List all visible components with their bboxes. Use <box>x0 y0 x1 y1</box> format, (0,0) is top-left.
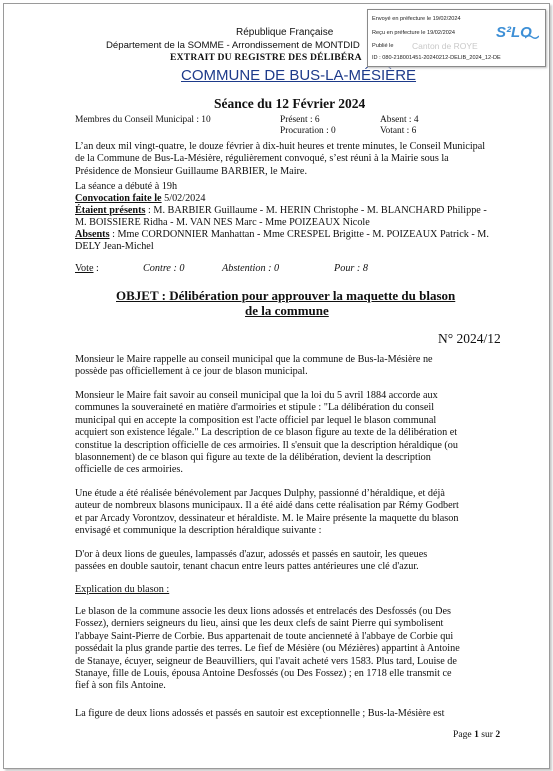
stamp-envoye: Envoyé en préfecture le 19/02/2024 <box>372 16 461 22</box>
absent-count: Absent : 4 <box>380 115 419 125</box>
body-paragraph <box>75 390 505 477</box>
page-footer <box>453 729 500 740</box>
absents-names: : Mme CORDONNIER Manhattan - Mme CRESPEL Brigitte - M. POIZEAUX Patrick - M. <box>109 229 489 240</box>
vote-label <box>75 263 99 274</box>
body-line: de Stanaye, écuyer, seigneur de Beauvilliers, qui l'avait acheté vers 1583. Plus tard, Louise de <box>75 655 457 667</box>
convocation-date: 5/02/2024 <box>164 193 206 204</box>
body-line: officielle de ces armoiries. <box>75 464 183 476</box>
slo-wave-icon <box>525 34 539 40</box>
vote-pour: Pour : 8 <box>334 263 368 274</box>
presents-line-1 <box>75 205 487 216</box>
body-line: fief à son fils Antoine. <box>75 680 166 692</box>
republique-heading: République Française <box>236 27 334 38</box>
blasonnement-paragraph <box>75 549 505 574</box>
absents-label: Absents <box>75 229 110 240</box>
body-line: Monsieur le Maire rappelle au conseil municipal que la commune de Bus-la-Mésière ne <box>75 354 433 365</box>
page-sur: sur <box>478 729 496 740</box>
body-paragraph <box>75 354 505 379</box>
body-line: communes la souveraineté en matière d'armoiries et stipule : "La délibération du conseil <box>75 402 435 414</box>
body-line: Une étude a été réalisée bénévolement par Jacques Dulphy, passionné d’héraldique, et déjà <box>75 488 445 499</box>
convocation-line <box>75 193 205 204</box>
slo-logo: S²LO <box>496 24 532 41</box>
body-line: D'or à deux lions de gueules, lampassés d'azur, adossés et passés en sautoir, les queues <box>75 549 428 560</box>
intro-line: de la Commune de Bus-La-Mésière, régulièrement convoqué, s’est réuni à la Mairie sous la <box>75 153 449 165</box>
last-line: La figure de deux lions adossés et passés en sautoir est exceptionnelle ; Bus-la-Mésière est <box>75 708 445 719</box>
membres-count: Membres du Conseil Municipal : 10 <box>75 115 211 125</box>
vote-contre: Contre : 0 <box>143 263 185 274</box>
votant-count: Votant : 6 <box>380 126 417 136</box>
explication-heading: Explication du blason : <box>75 584 170 595</box>
vote-abstention: Abstention : 0 <box>222 263 280 274</box>
deliberation-number: N° 2024/12 <box>438 331 501 346</box>
body-line: Monsieur le Maire fait savoir au conseil municipal que la loi du 5 avril 1884 accorde aux <box>75 390 438 401</box>
page-total: 2 <box>495 729 501 740</box>
vote-colon: : <box>93 263 99 274</box>
prefecture-stamp <box>367 9 546 67</box>
body-line: blasonnement) de ce blason qui figure au texte de la délibération, devient la description <box>75 451 431 463</box>
seance-title: Séance du 12 Février 2024 <box>214 96 366 111</box>
intro-paragraph <box>75 141 505 178</box>
presents-label: Étaient présents <box>75 205 146 216</box>
body-line: Le blason de la commune associe les deux lions adossés et entrelacés des Desfossés (ou Des <box>75 606 451 617</box>
absents-line-1 <box>75 229 489 240</box>
vote-word: Vote <box>75 263 94 274</box>
body-line: acquiert son existence légale." La description de ce blason figure au texte de la délibération et <box>75 427 458 439</box>
body-line: constitue la description officielle de ces armoiries. Il s'ensuit que la description héraldique (ou <box>75 439 458 451</box>
body-line: et par Arcady Vorontzov, dessinateur et héraldiste. M. le Maire présente la maquette du blason <box>75 512 459 524</box>
page-word: Page <box>453 729 475 740</box>
departement-line: Département de la SOMME - Arrondissement de MONTDID <box>106 40 360 51</box>
body-line: envisagé et communique la description héraldique suivante : <box>75 525 322 537</box>
present-count: Présent : 6 <box>280 115 320 125</box>
convocation-label: Convocation faite le <box>75 193 162 204</box>
body-line: l'abbaye Saint-Pierre de Corbie. Bus appartenait de toute ancienneté à l'abbaye de Corbie qui <box>75 630 454 642</box>
procuration-count: Procuration : 0 <box>280 126 336 136</box>
presents-names: : M. BARBIER Guillaume - M. HERIN Christophe - M. BLANCHARD Philippe - <box>145 205 487 216</box>
intro-line: L’an deux mil vingt-quatre, le douze février à dix-huit heures et trente minutes, le Conseil Municipal <box>75 141 486 152</box>
objet-subtitle: de la commune <box>245 303 329 318</box>
objet-title: OBJET : Délibération pour approuver la maquette du blason <box>116 288 456 303</box>
body-line: possédait la plus grande partie des terres. Le fief de Mésière (ou Mézières) appartint à Antoine <box>75 643 460 655</box>
body-paragraph <box>75 488 505 538</box>
stamp-canton-overlay: Canton de ROYE <box>412 41 478 51</box>
body-line: possède pas officiellement à ce jour de blason municipal. <box>75 366 308 378</box>
seance-debut: La séance a débuté à 19h <box>75 181 178 192</box>
stamp-recu: Reçu en préfecture le 19/02/2024 <box>372 30 456 36</box>
stamp-publie: Publié le <box>372 43 394 49</box>
intro-line: Présidence de Monsieur Guillaume BARBIER, le Maire. <box>75 165 307 177</box>
body-line: auteur de nombreux blasons municipaux. Il a été aidé dans cette réalisation par Rémy Godbert <box>75 500 459 512</box>
stamp-id: ID : 080-218001451-20240212-DELIB_2024_12-DE <box>372 55 501 61</box>
extrait-heading: EXTRAIT DU REGISTRE DES DÉLIBÉRA <box>170 52 362 63</box>
presents-line-2: M. BOISSIERE Ridha - M. VAN NES Marc - Mme POIZEAUX Nicole <box>75 217 370 228</box>
body-line: Stanaye, fille de Louis, épousa Antoine Desfossés (ou Des Fossez) ; en 1718 elle transmit ce <box>75 667 452 679</box>
commune-title: COMMUNE DE BUS-LA-MÉSIÈRE <box>181 67 417 84</box>
explication-paragraph <box>75 606 505 693</box>
absents-line-2: DELY Jean-Michel <box>75 241 154 252</box>
body-line: municipal qui en accepte la composition est l'acte officiel par lequel le blason communal <box>75 414 437 426</box>
body-line: Fossez), derniers seigneurs du lieu, ainsi que les deux clefs de saint Pierre qui symbolisent <box>75 618 444 630</box>
body-line: passées en double sautoir, tenant chacun entre leurs pattes antérieures une clé d'azur. <box>75 561 419 573</box>
page-number: 1 <box>474 729 479 740</box>
